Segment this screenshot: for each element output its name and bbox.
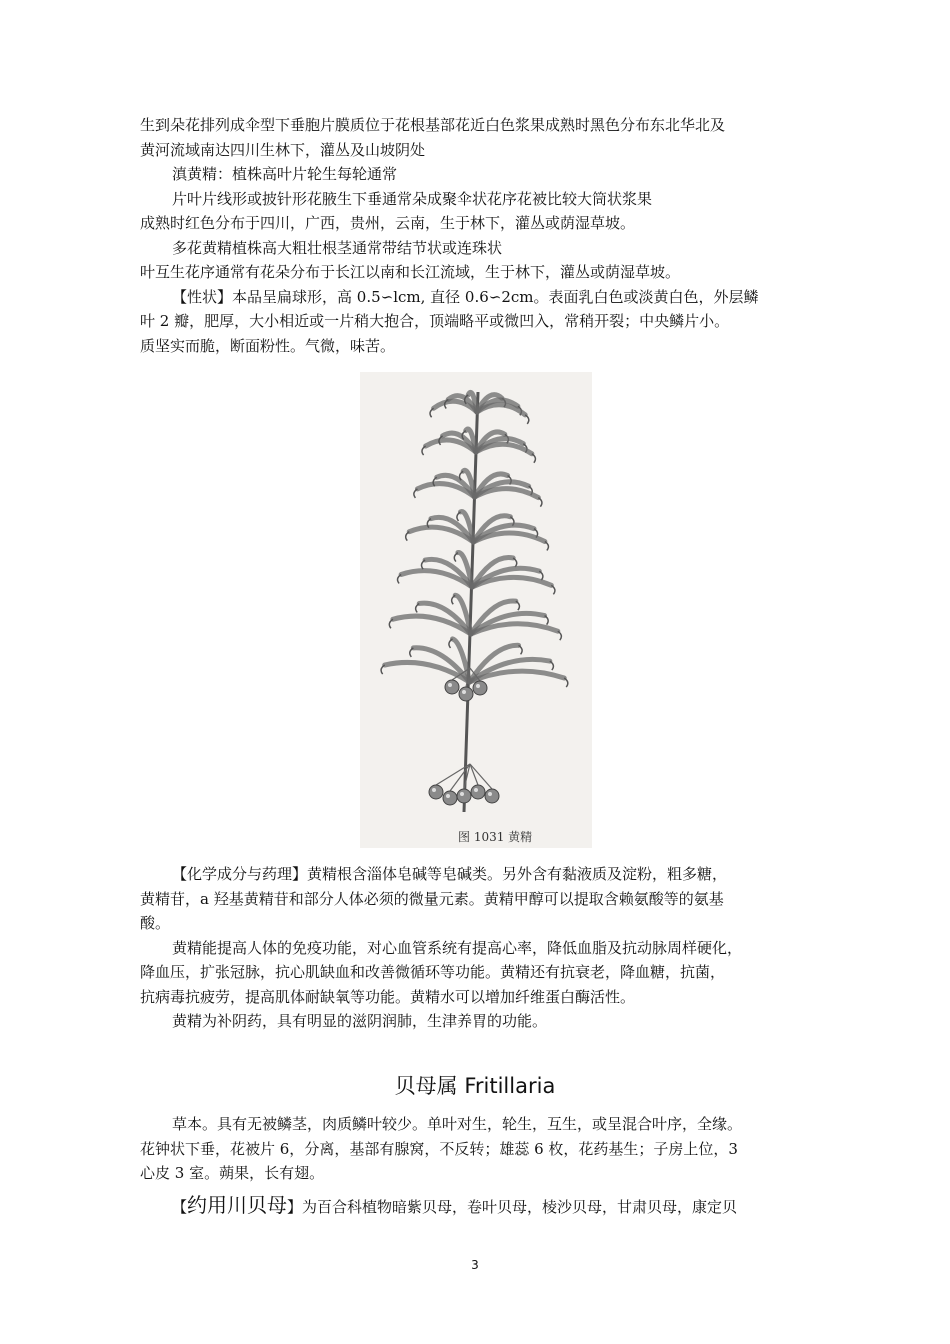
text-line: 黄精为补阴药，具有明显的滋阴润肺，生津养胃的功能。 [172, 1012, 548, 1030]
term-bold: 约用川贝母 [187, 1193, 288, 1217]
text-line: 心皮 3 室。蒴果，长有翅。 [140, 1164, 325, 1182]
text-line: 片叶片线形或披针形花腋生下垂通常朵成聚伞状花序花被比较大筒状浆果 [172, 189, 653, 208]
bracket-close: 】 [287, 1198, 303, 1216]
text-line: 降血压，扩张冠脉，抗心肌缺血和改善微循环等功能。黄精还有抗衰老，降血糖，抗菌， [140, 963, 726, 981]
text-line: 【性状】本品呈扁球形，高 0.5∽lcm, 直径 0.6∽2cm。表面乳白色或淡黄白色，外层鳞 [172, 287, 759, 306]
berry [429, 785, 443, 799]
last-line [140, 1193, 852, 1219]
page-number: 3 [471, 1258, 479, 1272]
text-line: 花钟状下垂，花被片 6，分离，基部有腺窝，不反转；雄蕊 6 枚，花药基生；子房上位，3 [140, 1139, 738, 1158]
text-line: 成熟时红色分布于四川，广西，贵州，云南，生于林下，灌丛或荫湿草坡。 [140, 214, 636, 232]
berry [471, 785, 485, 799]
berry-stalk [470, 764, 478, 785]
text-line: 叶互生花序通常有花朵分布于长江以南和长江流域，生于林下，灌丛或荫湿草坡。 [140, 263, 681, 281]
berry-highlight [460, 792, 464, 796]
text-line: 黄精能提高人体的免疫功能，对心血管系统有提高心率，降低血脂及抗动脉周样硬化， [172, 938, 743, 957]
bracket-open: 【 [172, 1198, 188, 1216]
berry [473, 681, 487, 695]
berry [459, 687, 473, 701]
plant-illustration [360, 372, 592, 848]
text-line: 【化学成分与药理】黄精根含淄体皂碱等皂碱类。另外含有黏液质及淀粉，粗多糖， [172, 865, 728, 883]
text-line: 多花黄精植株高大粗壮根茎通常带结节状或连珠状 [172, 238, 503, 257]
text-line: 酸。 [140, 914, 171, 932]
text-line: 滇黄精：植株高叶片轮生每轮通常 [172, 165, 398, 183]
berry-highlight [432, 788, 436, 792]
text-line: 叶 2 瓣，肥厚，大小相近或一片稍大抱合，顶端略平或微凹入，常稍开裂；中央鳞片小。 [140, 312, 730, 330]
text-line: 抗病毒抗疲劳，提高肌体耐缺氧等功能。黄精水可以增加纤维蛋白酶活性。 [140, 987, 636, 1006]
figure-caption: 图 1031 黄精 [458, 830, 533, 844]
text-line: 黄河流域南达四川生林下，灌丛及山坡阴处 [140, 140, 426, 159]
berry-highlight [448, 683, 452, 687]
berry [457, 789, 471, 803]
section-heading: 贝母属 Fritillaria [394, 1074, 556, 1098]
text-line: 草本。具有无被鳞茎，肉质鳞叶较少。单叶对生，轮生，互生，或呈混合叶序，全缘。 [172, 1115, 743, 1133]
last-line-text: 为百合科植物暗紫贝母，卷叶贝母，棱沙贝母，甘肃贝母，康定贝 [302, 1198, 738, 1216]
berry-highlight [446, 794, 450, 798]
text-line: 黄精苷，a 羟基黄精苷和部分人体必须的微量元素。黄精甲醇可以提取含赖氨酸等的氨基 [140, 889, 724, 908]
berry-highlight [474, 788, 478, 792]
berry [445, 680, 459, 694]
stem [464, 392, 478, 812]
text-line: 质坚实而脆，断面粉性。气微，味苦。 [140, 336, 396, 355]
text-line: 生到朵花排列成伞型下垂胞片膜质位于花根基部花近白色浆果成熟时黑色分布东北华北及 [140, 116, 726, 134]
berry [485, 789, 499, 803]
plant-drawing [360, 372, 592, 848]
berry-highlight [476, 684, 480, 688]
berry-highlight [462, 690, 466, 694]
berry [443, 791, 457, 805]
berry-highlight [488, 792, 492, 796]
